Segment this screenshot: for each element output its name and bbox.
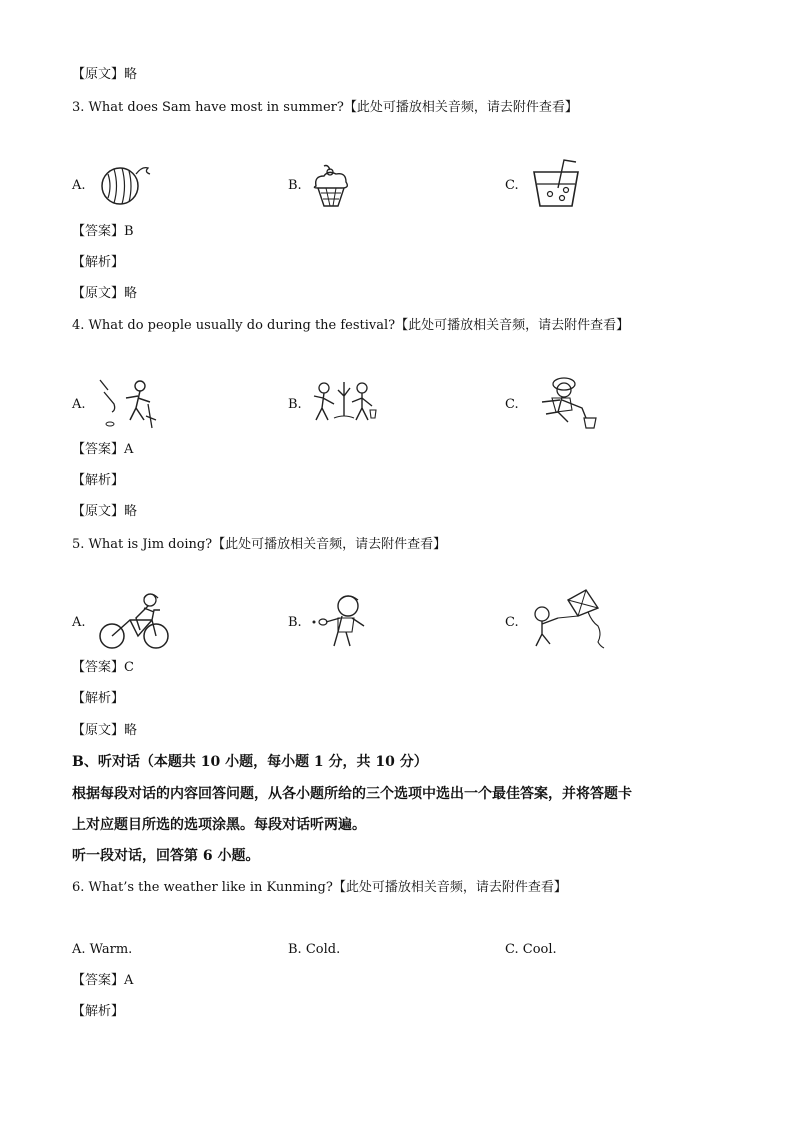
q6-option-c: C. Cool. — [505, 942, 557, 957]
answer-value: A — [124, 442, 134, 457]
answer-prefix: 【答案】 — [72, 660, 125, 675]
q5-answer — [72, 659, 134, 677]
section-b-sub-instruction: 听一段对话，回答第 6 小题。 — [72, 848, 260, 864]
question-5: 5. What is Jim doing?【此处可播放相关音频，请去附件查看】 — [72, 537, 447, 552]
q4-option-a-label: A. — [72, 397, 86, 412]
question-3: 3. What does Sam have most in summer?【此处可播放相关音频，请去附件查看】 — [72, 100, 578, 115]
watermelon-icon — [98, 162, 158, 206]
boy-flying-kite-icon — [528, 588, 614, 652]
original-text-note: 【原文】略 — [72, 67, 138, 82]
q3-original-text: 【原文】略 — [72, 286, 138, 301]
q4-option-c-label: C. — [505, 397, 519, 412]
q5-option-b-label: B. — [288, 615, 302, 630]
boy-ping-pong-icon — [310, 592, 380, 650]
q4-option-b-label: B. — [288, 397, 302, 412]
boy-cycling-icon — [94, 590, 174, 652]
answer-value: B — [124, 224, 134, 239]
question-4: 4. What do people usually do during the festival?【此处可播放相关音频，请去附件查看】 — [72, 318, 630, 333]
section-b-instruction-2: 上对应题目所选的选项涂黑。每段对话听两遍。 — [72, 817, 366, 833]
q3-option-c-label: C. — [505, 178, 519, 193]
q3-analysis: 【解析】 — [72, 255, 125, 270]
q5-original-text: 【原文】略 — [72, 723, 138, 738]
q3-option-b-label: B. — [288, 178, 302, 193]
section-b-heading: B、听对话（本题共 10 小题，每小题 1 分，共 10 分） — [72, 754, 428, 770]
q4-analysis: 【解析】 — [72, 473, 125, 488]
question-6: 6. What’s the weather like in Kunming?【此处可播放相关音频，请去附件查看】 — [72, 880, 567, 895]
person-planting-icon — [96, 376, 160, 432]
boy-with-bucket-icon — [528, 374, 604, 432]
answer-prefix: 【答案】 — [72, 973, 125, 988]
q4-original-text: 【原文】略 — [72, 504, 138, 519]
q6-analysis: 【解析】 — [72, 1004, 125, 1019]
answer-value: A — [124, 973, 134, 988]
kids-planting-trees-icon — [310, 378, 380, 424]
q4-answer — [72, 441, 133, 459]
q3-answer — [72, 223, 134, 241]
q6-option-a: A. Warm. — [72, 942, 133, 957]
ice-cream-icon — [308, 160, 358, 210]
q3-option-a-label: A. — [72, 178, 86, 193]
section-b-instruction-1: 根据每段对话的内容回答问题，从各小题所给的三个选项中选出一个最佳答案，并将答题卡 — [72, 786, 632, 802]
answer-value: C — [124, 660, 134, 675]
q5-analysis: 【解析】 — [72, 691, 125, 706]
q5-option-a-label: A. — [72, 615, 86, 630]
q6-answer — [72, 972, 133, 990]
answer-prefix: 【答案】 — [72, 442, 125, 457]
q6-option-b: B. Cold. — [288, 942, 341, 957]
juice-glass-icon — [528, 158, 588, 210]
answer-prefix: 【答案】 — [72, 224, 125, 239]
q5-option-c-label: C. — [505, 615, 519, 630]
